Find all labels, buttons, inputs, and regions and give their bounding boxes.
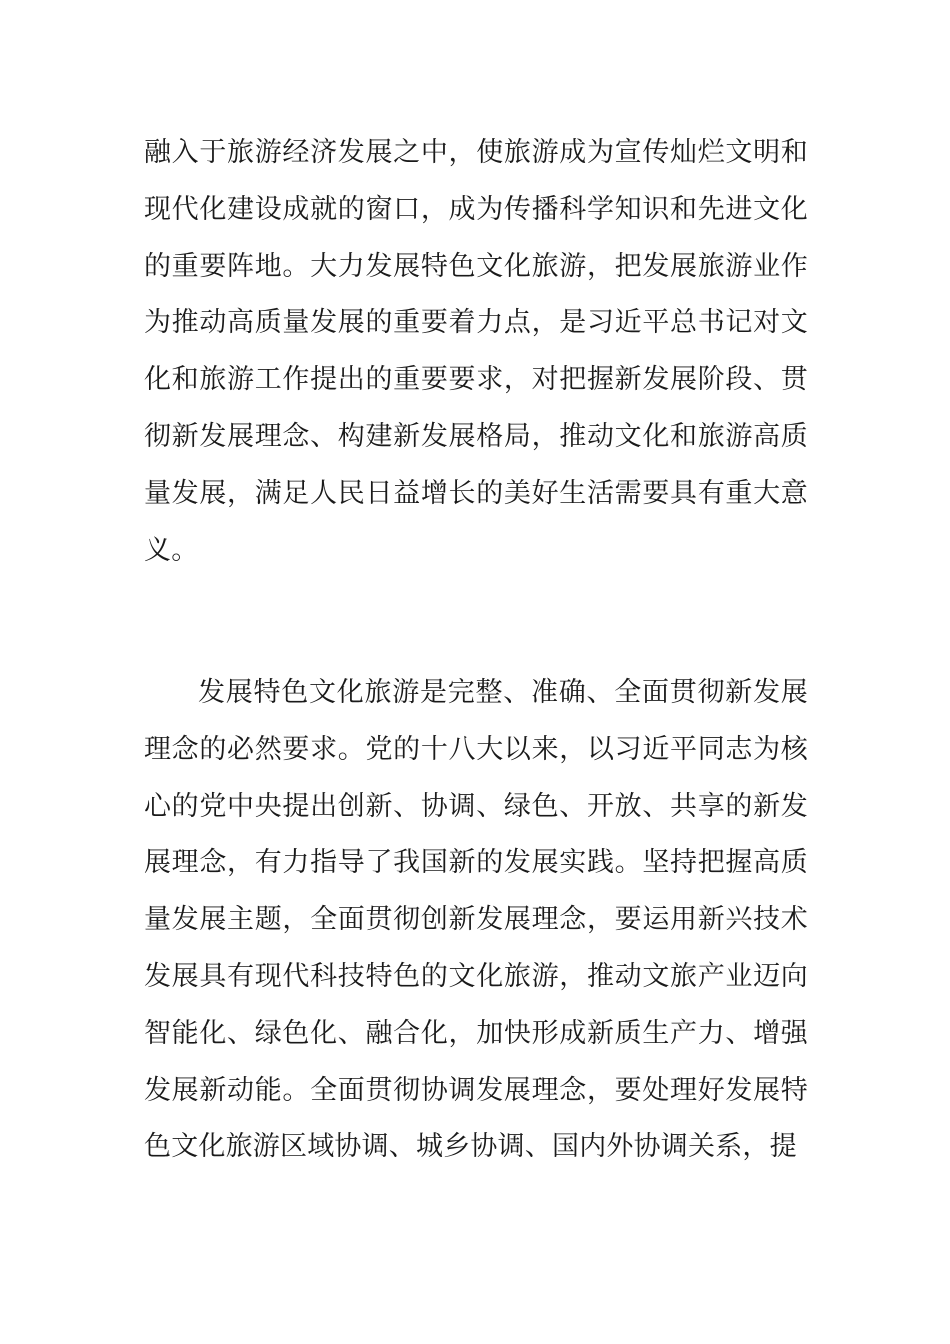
paragraph-2: 发展特色文化旅游是完整、准确、全面贯彻新发展理念的必然要求。党的十八大以来，以习近平同志为核心的党中央提出创新、协调、绿色、开放、共享的新发展理念，有力指导了我国新的发展实践。坚持把握高质量发展主题，全面贯彻创新发展理念，要运用新兴技术发展具有现代科技特色的文化旅游，推动文旅产业迈向智能化、绿色化、融合化，加快形成新质生产力、增强发展新动能。全面贯彻协调发展理念，要处理好发展特色文化旅游区域协调、城乡协调、国内外协调关系，提 <box>144 677 808 1163</box>
paragraph-1: 融入于旅游经济发展之中，使旅游成为宣传灿烂文明和现代化建设成就的窗口，成为传播科学知识和先进文化的重要阵地。大力发展特色文化旅游，把发展旅游业作为推动高质量发展的重要着力点，是习近平总书记对文化和旅游工作提出的重要要求，对把握新发展阶段、贯彻新发展理念、构建新发展格局，推动文化和旅游高质量发展，满足人民日益增长的美好生活需要具有重大意义。 <box>144 137 808 566</box>
